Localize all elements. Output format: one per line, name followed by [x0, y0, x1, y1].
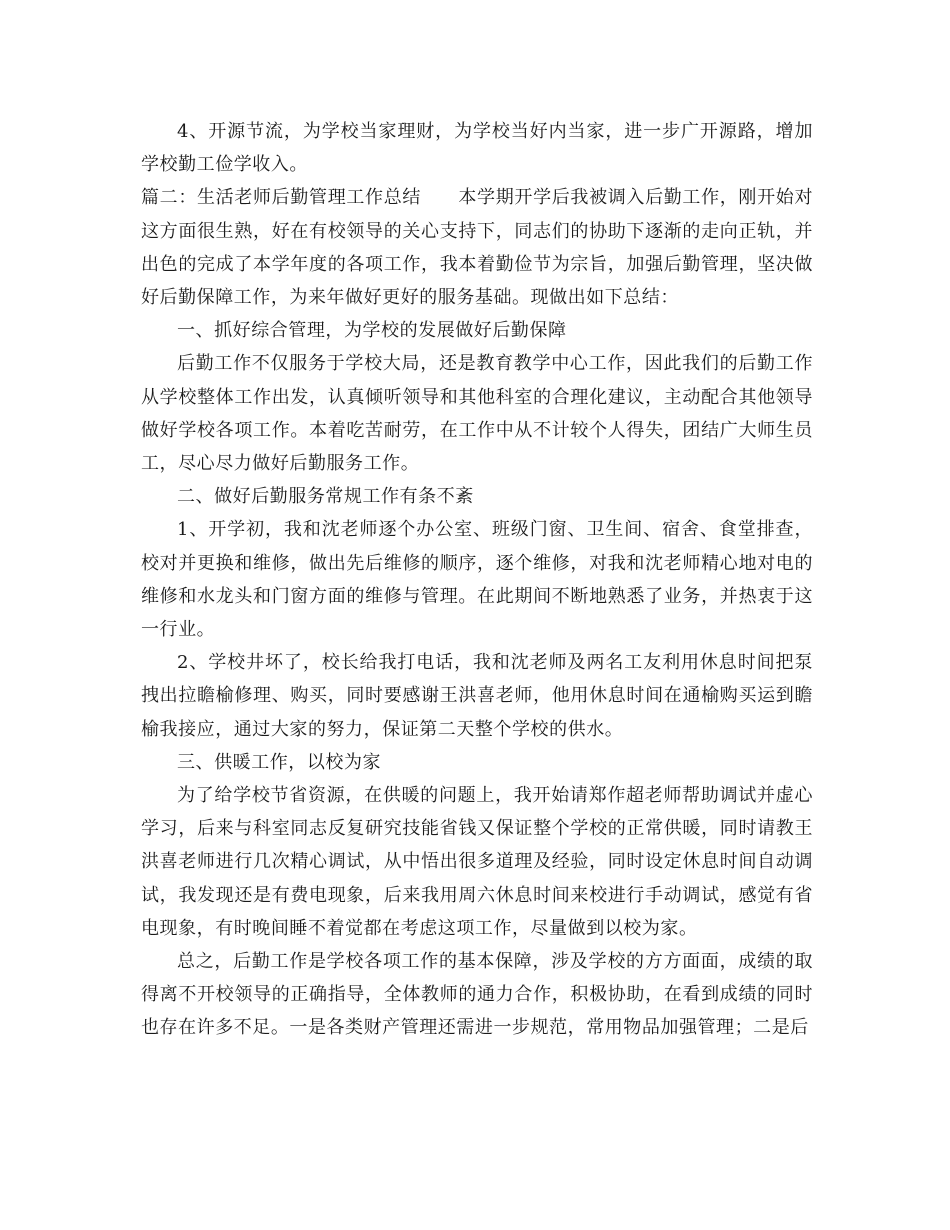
article-two-intro-text: 本学期开学后我被调入后勤工作，刚开始对这方面很生熟，好在有校领导的关心支持下，同志们的协助下逐渐的走向正轨，并出色的完成了本学年度的各项工作，我本着勤俭节为宗旨，加强后勤管理，坚决做好后勤保障工作，为来年做好更好的服务基础。现做出如下总结：	[141, 187, 813, 309]
paragraph-item-2-well-repair: 2、学校井坏了，校长给我打电话，我和沈老师及两名工友利用休息时间把泵拽出拉瞻榆修理、购买，同时要感谢王洪喜老师，他用休息时间在通榆购买运到瞻榆我接应，通过大家的努力，保证第二天整个学校的供水。	[141, 652, 813, 740]
paragraph-item-1-inspection: 1、开学初，我和沈老师逐个办公室、班级门窗、卫生间、宿舍、食堂排查，校对并更换和维修，做出先后维修的顺序，逐个维修，对我和沈老师精心地对电的维修和水龙头和门窗方面的维修与管理。在此期间不断地熟悉了业务，并热衷于这一行业。	[141, 519, 813, 641]
section-heading-1: 一、抓好综合管理，为学校的发展做好后勤保障	[177, 320, 567, 342]
article-two-title: 篇二：生活老师后勤管理工作总结	[141, 187, 422, 209]
document-body	[141, 115, 813, 1045]
article-two-spacer	[421, 187, 458, 208]
paragraph-article-two-intro	[141, 181, 813, 314]
paragraph-item-4: 4、开源节流，为学校当家理财，为学校当好内当家，进一步广开源路，增加学校勤工俭学收入。	[141, 121, 813, 176]
paragraph-conclusion: 总之，后勤工作是学校各项工作的基本保障，涉及学校的方方面面，成绩的取得离不开校领导的正确指导，全体教师的通力合作，积极协助，在看到成绩的同时也存在许多不足。一是各类财产管理还需进一步规范，常用物品加强管理；二是后	[141, 951, 813, 1039]
section-heading-3: 三、供暖工作，以校为家	[177, 751, 382, 773]
section-heading-2: 二、做好后勤服务常规工作有条不紊	[177, 486, 474, 508]
paragraph-heating-work: 为了给学校节省资源，在供暖的问题上，我开始请郑作超老师帮助调试并虚心学习，后来与科室同志反复研究技能省钱又保证整个学校的正常供暖，同时请教王洪喜老师进行几次精心调试，从中悟出很多道理及经验，同时设定休息时间自动调试，我发现还是有费电现象，后来我用周六休息时间来校进行手动调试，感觉有省电现象，有时晚间睡不着觉都在考虑这项工作，尽量做到以校为家。	[141, 785, 813, 939]
paragraph-logistics-overview: 后勤工作不仅服务于学校大局，还是教育教学中心工作，因此我们的后勤工作从学校整体工作出发，认真倾听领导和其他科室的合理化建议，主动配合其他领导做好学校各项工作。本着吃苦耐劳，在工作中从不计较个人得失，团结广大师生员工，尽心尽力做好后勤服务工作。	[141, 353, 813, 475]
